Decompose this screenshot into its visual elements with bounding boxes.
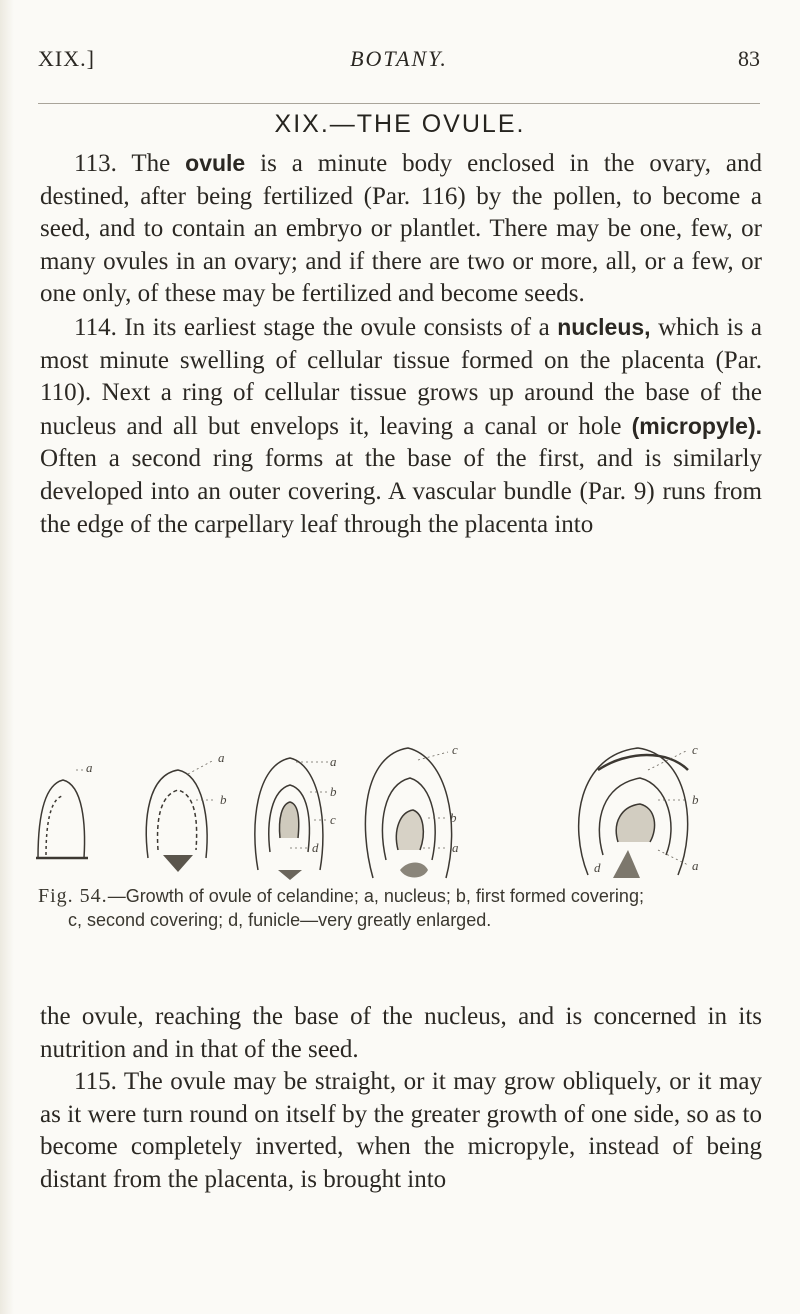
paragraph-text: Often a second ring forms at the base of the first, and is similarly developed into an outer covering. A vascular bundle (Par. 9) runs from the edge of the carpellary leaf through the placenta into <box>40 445 762 538</box>
term-ovule: ovule <box>185 150 246 176</box>
term-nucleus: nucleus, <box>557 313 651 340</box>
label-b: b <box>330 784 337 799</box>
term-micropyle: (micropyle). <box>631 412 762 439</box>
label-c: c <box>692 742 698 757</box>
label-a: a <box>692 858 699 873</box>
section-title: XIX.—THE OVULE. <box>274 110 526 138</box>
page-number: 83 <box>738 46 760 71</box>
label-b: b <box>692 792 699 807</box>
paragraph-text: which is a most minute swelling of cellular tissue formed on the placenta (Par. 110). Next a ring of cellular tissue grows up around the base of the nucleus and all but envelops it, leaving a canal or hole <box>40 313 762 440</box>
paragraph-number: 113. <box>74 150 117 177</box>
paragraph-number: 115. <box>74 1068 117 1096</box>
paragraph-text: is a minute body enclosed in the ovary, and destined, after being fertilized (Par. 116) by the pollen, to become a seed, and to contain an embryo or plantlet. There may be one, few, or many ovules in an ovary; and if there are two or more, all, or a few, or one only, of these may be fertilized and become seeds. <box>40 150 762 308</box>
label-a: a <box>218 750 225 765</box>
label-a: a <box>330 754 337 769</box>
chapter-marker: XIX.] <box>38 46 95 71</box>
running-title: BOTANY. <box>350 46 448 71</box>
label-c: c <box>452 742 458 757</box>
caption-line-2: c, second covering; d, funicle—very greatly enlarged. <box>68 910 492 930</box>
paragraph-114-continued: the ovule, reaching the base of the nucleus, and is concerned in its nutrition and in that of the seed. <box>40 1003 762 1063</box>
caption-line-1: —Growth of ovule of celandine; a, nucleus; b, first formed covering; <box>107 886 644 906</box>
paragraph-text: The <box>131 150 186 177</box>
page-gutter-shadow <box>0 0 14 1314</box>
label-c: c <box>330 812 336 827</box>
ovule-growth-figure <box>28 730 768 880</box>
paragraph-115 <box>40 1066 762 1196</box>
paragraph-114 <box>40 311 762 541</box>
paragraph-text: The ovule may be straight, or it may grow obliquely, or it may as it were turn round on itself by the greater growth of one side, so as to become completely inverted, when the micropyle, instead of being distant from the placenta, is brought into <box>40 1068 762 1193</box>
paragraph-number: 114. <box>74 313 117 341</box>
body-text-upper <box>40 147 762 541</box>
ovule-illustration <box>28 730 768 880</box>
paragraph-113 <box>40 147 762 311</box>
label-d: d <box>594 860 601 875</box>
label-b: b <box>220 792 227 807</box>
figure-caption <box>38 884 768 932</box>
running-head <box>38 46 760 76</box>
label-d: d <box>312 840 319 855</box>
label-b: b <box>450 810 457 825</box>
body-text-lower <box>40 1001 762 1197</box>
header-rule <box>38 103 760 104</box>
label-a: a <box>452 840 459 855</box>
label-a: a <box>86 760 93 775</box>
figure-number: Fig. 54. <box>38 885 108 907</box>
paragraph-text: In its earliest stage the ovule consists of a <box>124 313 558 341</box>
